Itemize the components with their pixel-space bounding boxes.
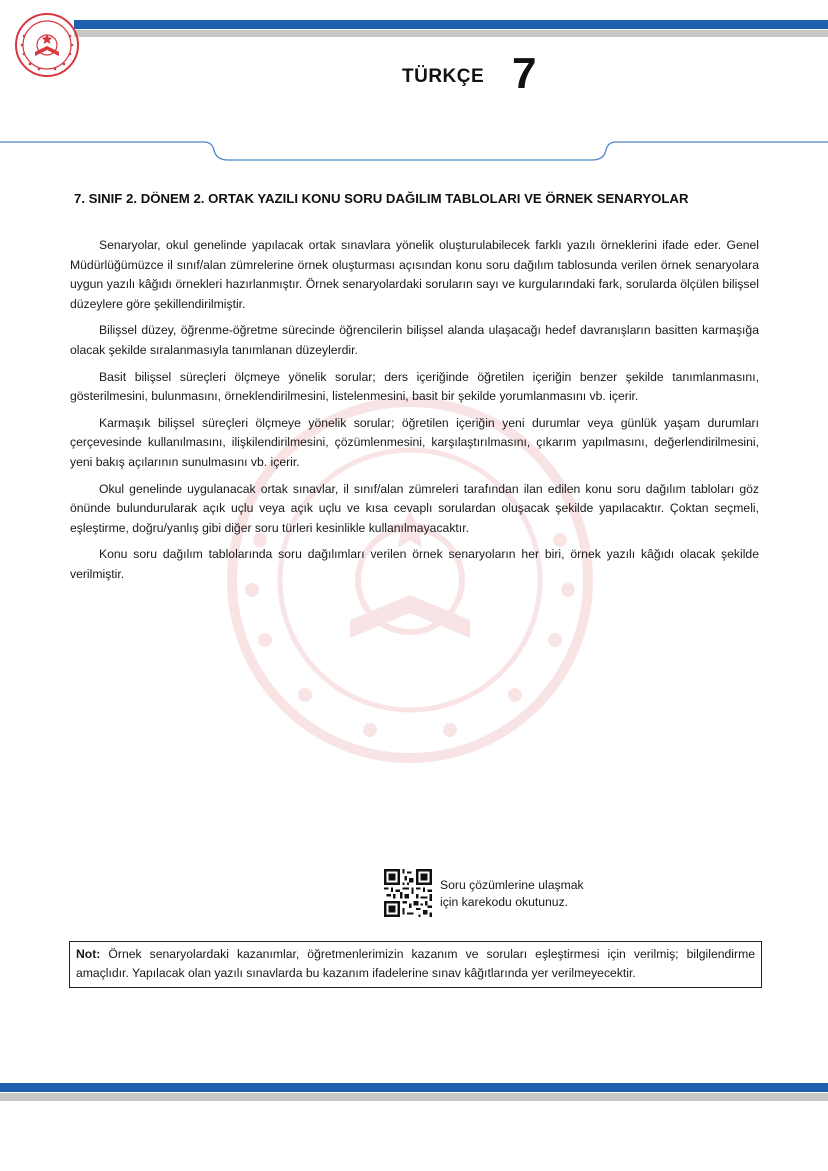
paragraph: Karmaşık bilişsel süreçleri ölçmeye yönelik sorular; öğretilen içeriğin yeni durumlar veya günlük yaşam durumları çerçevesinde kullanılmasını, ilişkilendirilmesini, çözümlenmesini, karşılaştırılmasını, çıkarım yapılmasını, değerlendirilmesini, yeni bakış açılarının sunulmasını vb. içerir. — [70, 415, 759, 469]
document-title: 7. SINIF 2. DÖNEM 2. ORTAK YAZILI KONU SORU DAĞILIM TABLOLARI VE ÖRNEK SENARYOLAR — [74, 191, 689, 206]
note-text: Örnek senaryolardaki kazanımlar, öğretmenlerimizin kazanım ve soruları eşleştirmesi için verilmiş; bilgilendirme amaçlıdır. Yapılacak olan yazılı sınavlarda bu kazanım ifadelerine sınav kâğıtlarında yer verilmeyecektir. — [76, 947, 756, 980]
bottom-blue-stripe — [0, 1083, 828, 1092]
note-box — [69, 941, 762, 988]
note-label: Not: — [76, 947, 101, 961]
bottom-gray-stripe — [0, 1093, 828, 1101]
body-text — [70, 236, 759, 592]
qr-block — [384, 869, 624, 919]
paragraph: Bilişsel düzey, öğrenme-öğretme sürecinde öğrencilerin bilişsel alanda ulaşacağı hedef davranışların basitten karmaşığa olacak şekilde sıralanmasıyla tanımlanan düzeylerdir. — [70, 323, 759, 357]
top-blue-stripe — [74, 20, 828, 29]
top-gray-stripe — [74, 30, 828, 37]
ministry-logo — [14, 12, 80, 78]
paragraph: Okul genelinde uygulanacak ortak sınavlar, il sınıf/alan zümreleri tarafından ilan edilen konu soru dağılım tabloları göz önünde bulundurularak açık uçlu veya açık uçlu ve kısa cevaplı sorulardan oluşacak şekilde yapılacaktır. Çoktan seçmeli, eşleştirme, doğru/yanlış gibi diğer soru türleri kesinlikle kullanılmayacaktır. — [70, 481, 759, 535]
paragraph: Konu soru dağılım tablolarında soru dağılımları verilen örnek senaryoların her biri, örnek yazılı kâğıdı olacak şekilde verilmiştir. — [70, 547, 759, 581]
subject-title: TÜRKÇE — [402, 66, 485, 87]
grade-number: 7 — [512, 49, 537, 98]
qr-caption — [440, 877, 584, 911]
paragraph: Senaryolar, okul genelinde yapılacak ortak sınavlara yönelik oluşturulabilecek farklı yazılı örneklerini ifade eder. Genel Müdürlüğümüzce il sınıf/alan zümrelerine örnek oluşturması açısından konu soru dağılım tablosunda verilen örnek senaryolara uygun yazılı kâğıdı örnekleri hazırlanmıştır. Örnek senaryolardaki soruların sayı ve kurgularındaki fark, sorularda ölçülen bilişsel düzeylere göre şekillendirilmiştir. — [70, 238, 759, 311]
qr-code[interactable] — [384, 869, 432, 917]
qr-caption-line-1: Soru çözümlerine ulaşmak — [440, 878, 584, 892]
qr-caption-line-2: için karekodu okutunuz. — [440, 895, 569, 909]
header-divider — [0, 136, 828, 166]
paragraph: Basit bilişsel süreçleri ölçmeye yönelik sorular; ders içeriğinde öğretilen içeriğin benzer şekilde tanımlanmasını, gösterilmesini, bulunmasını, örneklendirilmesini, listelenmesini, basit bir şekilde yorumlanmasını vb. içerir. — [70, 369, 759, 404]
